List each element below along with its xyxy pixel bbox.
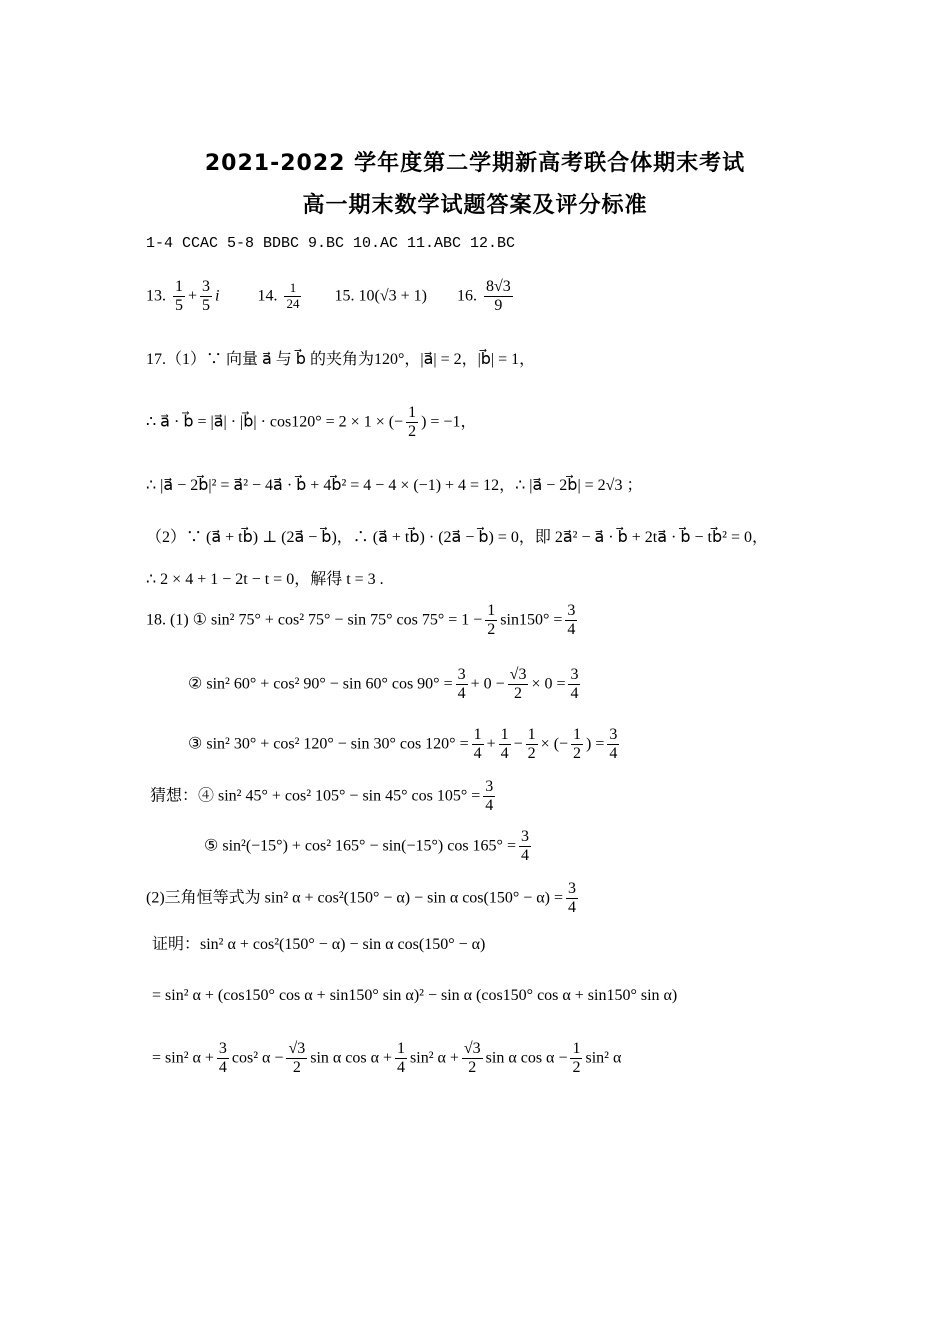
q18-row7: 证明：sin² α + cos²(150° − α) − sin α cos(150° − α) — [152, 936, 486, 953]
choice-answers: 1-4 CCAC 5-8 BDBC 9.BC 10.AC 11.ABC 12.BC — [146, 235, 516, 252]
q14-frac: $\frac{1}{24}$ — [286, 280, 300, 312]
q17-line1: 17.（1）∵ 向量 a⃗ 与 b⃗ 的夹角为120°，|a⃗| = 2，|b⃗| = 1， — [146, 351, 536, 368]
q18-row6: (2)三角恒等式为 sin² α + cos²(150° − α) − sin α cos(150° − α) = $\frac{3}{4}$ — [146, 880, 577, 917]
page-subtitle: 高一期末数学试题答案及评分标准 — [302, 193, 648, 218]
q16-label: 16. — [456, 287, 477, 305]
q13-frac-b: $\frac{3}{5}$ — [202, 278, 211, 315]
q15-value: 10(√3 + 1) — [358, 287, 427, 305]
q17-line5: ∴ 2 × 4 + 1 − 2t − t = 0，解得 t = 3 . — [146, 571, 384, 588]
fill-answers: 13. $\frac{1}{5}$ + $\frac{3}{5}$ i 14. $\frac{1}{24}$ 15. 10(√3 + 1) 16. $\frac{8√3}{9}$ — [146, 278, 511, 315]
q13-label: 13. — [146, 287, 166, 305]
page-title: 2021-2022 学年度第二学期新高考联合体期末考试 — [204, 151, 746, 176]
q14-label: 14. — [257, 287, 278, 305]
q18-row1: 18. (1) ① sin² 75° + cos² 75° − sin 75° cos 75° = 1 − $\frac{1}{2}$ sin150° = $\frac{3}{4}$ — [146, 602, 576, 639]
q18-row9: = sin² α + $\frac{3}{4}$ cos² α − $\frac{√3}{2}$ sin α cos α + $\frac{1}{4}$ sin² α + $\frac{√3}{2}$ sin α cos α − $\frac{1}{2}$ sin² α — [152, 1040, 622, 1077]
q18-row4: 猜想：④ sin² 45° + cos² 105° − sin 45° cos 105° = $\frac{3}{4}$ — [150, 778, 494, 815]
q13-frac-a: $\frac{1}{5}$ — [175, 278, 183, 315]
q16-frac: $\frac{8√3}{9}$ — [485, 278, 511, 315]
q18-row5: ⑤ sin²(−15°) + cos² 165° − sin(−15°) cos 165° = $\frac{3}{4}$ — [204, 828, 529, 865]
q18-row8: = sin² α + (cos150° cos α + sin150° sin α)² − sin α (cos150° cos α + sin150° sin α) — [152, 987, 678, 1004]
q15-label: 15. — [334, 287, 355, 305]
q17-line2: ∴ a⃗ · b⃗ = |a⃗| · |b⃗| · cos120° = 2 × 1 × (− $\frac{1}{2}$ ) = −1， — [146, 404, 477, 441]
q17-line4: （2）∵ (a⃗ + tb⃗) ⊥ (2a⃗ − b⃗)，∴ (a⃗ + tb⃗) · (2a⃗ − b⃗) = 0，即 2a⃗² − a⃗ · b⃗ + 2ta⃗ · b⃗ − tb⃗² = 0， — [146, 529, 768, 546]
q17-line3: ∴ |a⃗ − 2b⃗|² = a⃗² − 4a⃗ · b⃗ + 4b⃗² = 4 − 4 × (−1) + 4 = 12，∴ |a⃗ − 2b⃗| = 2√3 ； — [146, 477, 643, 494]
q18-row3: ③ sin² 30° + cos² 120° − sin 30° cos 120° = $\frac{1}{4}$ + $\frac{1}{4}$ − $\frac{1}{2}$ × (− $\frac{1}{2}$ ) = $\frac{3}{4}$ — [188, 726, 618, 763]
q18-row2: ② sin² 60° + cos² 90° − sin 60° cos 90° = $\frac{3}{4}$ + 0 − $\frac{√3}{2}$ × 0 = $\frac{3}{4}$ — [188, 666, 579, 703]
